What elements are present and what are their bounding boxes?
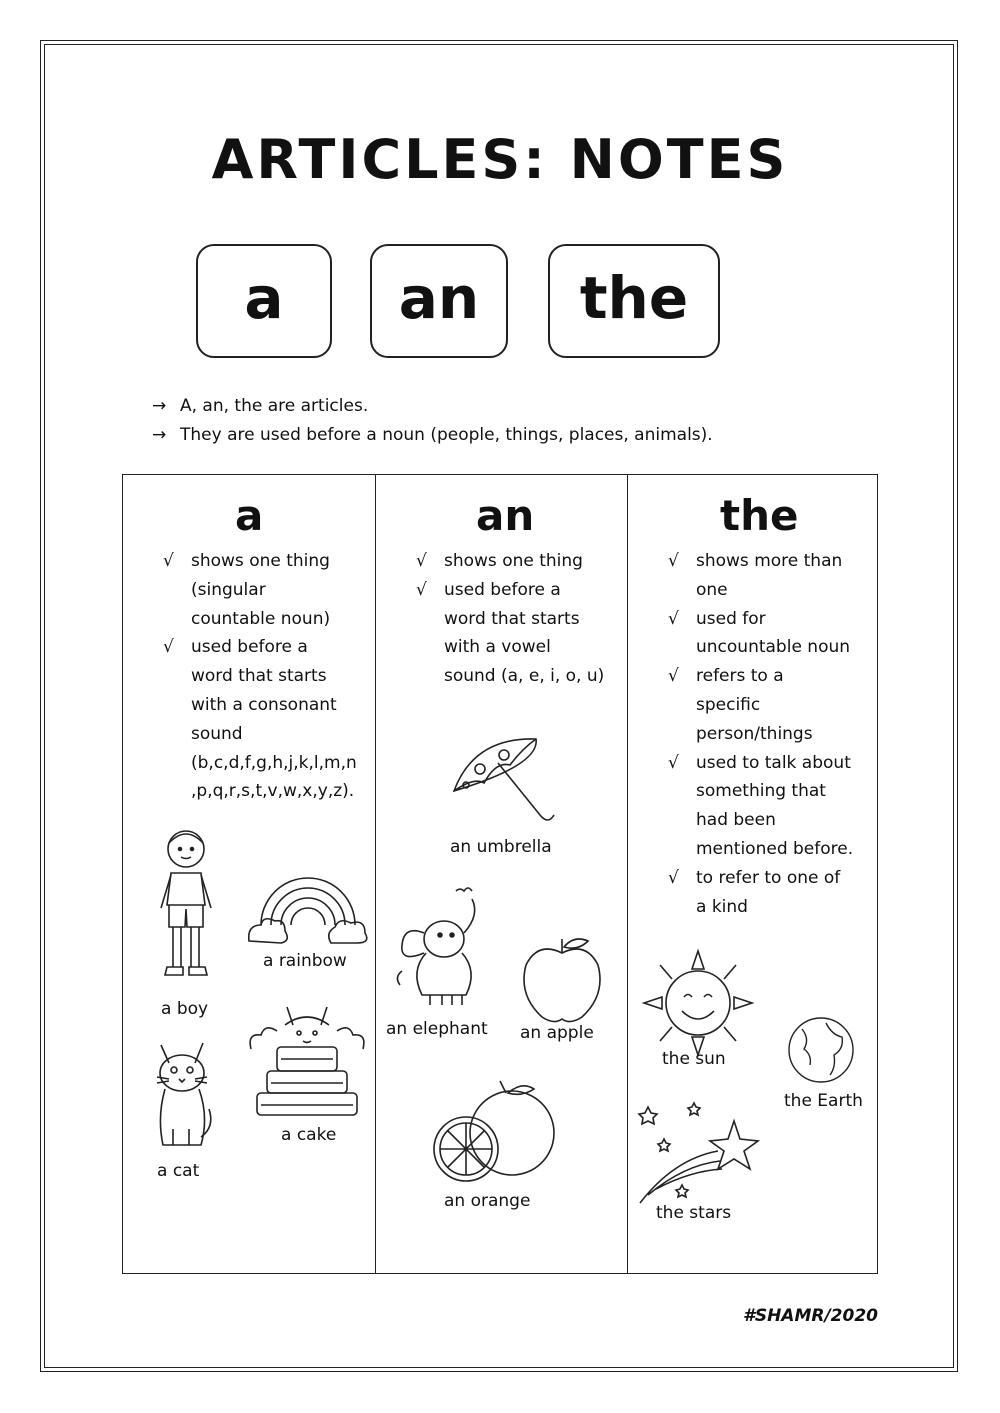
example-caption: a boy: [161, 999, 209, 1019]
column-the: [627, 475, 879, 1273]
note-item: [668, 864, 878, 922]
example-caption: the Earth: [784, 1091, 863, 1111]
note-line: sound (a, e, i, o, u): [444, 666, 605, 687]
note-line: specific: [696, 694, 761, 715]
example-caption: a rainbow: [263, 951, 347, 971]
note-line: mentioned before.: [696, 838, 854, 859]
column-a: [123, 475, 375, 1273]
note-line: something that: [696, 781, 826, 802]
check-icon: √: [163, 551, 174, 571]
umbrella-icon: [444, 731, 562, 831]
check-icon: √: [668, 608, 679, 629]
footer-credit: #SHAMR/2020: [743, 1306, 878, 1326]
note-line: person/things: [696, 723, 813, 744]
article-box-label: a: [244, 264, 284, 332]
example-caption: an orange: [444, 1191, 531, 1211]
note-line: to refer to one of: [696, 867, 841, 888]
note-line: (b,c,d,f,g,h,j,k,l,m,n: [191, 752, 357, 773]
note-item: [416, 576, 626, 691]
note-line: sound: [191, 723, 243, 744]
note-item: [668, 547, 878, 605]
rainbow-icon: [247, 861, 369, 947]
note-line: ,p,q,r,s,t,v,w,x,y,z).: [191, 781, 355, 802]
cake-icon: [243, 1003, 371, 1121]
example-caption: the sun: [662, 1049, 726, 1069]
articles-table: [122, 474, 878, 1274]
article-box-an: [370, 244, 508, 358]
column-notes: [668, 547, 878, 921]
note-item: [668, 749, 878, 864]
article-box-label: the: [579, 264, 689, 332]
note-line: [152, 392, 713, 421]
note-line: refers to a: [696, 666, 784, 687]
note-line: a kind: [696, 896, 748, 917]
note-item: [416, 547, 626, 576]
article-box-a: [196, 244, 332, 358]
elephant-icon: [390, 885, 502, 1011]
check-icon: √: [668, 752, 679, 773]
note-line: with a consonant: [191, 694, 337, 715]
note-item: [668, 662, 878, 748]
note-line: had been: [696, 810, 776, 831]
note-line: shows one thing: [191, 551, 330, 571]
column-an: [375, 475, 627, 1273]
note-line: countable noun): [191, 608, 331, 629]
stars-icon: [634, 1099, 764, 1209]
sun-icon: [638, 947, 758, 1057]
article-box-the: [548, 244, 720, 358]
example-caption: an umbrella: [450, 837, 552, 857]
check-icon: √: [416, 579, 427, 600]
column-header: the: [720, 491, 799, 540]
note-text: A, an, the are articles.: [180, 396, 369, 416]
note-line: shows more than: [696, 551, 843, 571]
note-line: used for: [696, 608, 766, 629]
check-icon: √: [668, 551, 679, 571]
orange-icon: [430, 1079, 560, 1189]
note-line: used to talk about: [696, 752, 851, 773]
check-icon: √: [668, 867, 679, 888]
arrow-icon: →: [152, 396, 167, 416]
check-icon: √: [416, 551, 427, 571]
example-caption: an apple: [520, 1023, 594, 1043]
note-line: used before a: [191, 637, 308, 658]
note-item: [163, 633, 373, 806]
article-box-label: an: [398, 264, 480, 332]
note-line: used before a: [444, 579, 561, 600]
column-notes: [416, 547, 626, 691]
note-item: [668, 605, 878, 663]
note-line: shows one thing: [444, 551, 583, 571]
note-line: word that starts: [444, 608, 580, 629]
earth-icon: [786, 1015, 856, 1085]
column-notes: [163, 547, 373, 806]
note-line: [152, 421, 713, 450]
intro-notes: [152, 392, 713, 450]
example-caption: an elephant: [386, 1019, 488, 1039]
column-header: an: [476, 491, 535, 540]
apple-icon: [518, 935, 606, 1027]
boy-icon: [151, 823, 221, 993]
note-item: [163, 547, 373, 633]
note-line: one: [696, 579, 728, 600]
arrow-icon: →: [152, 425, 167, 445]
note-line: uncountable noun: [696, 637, 851, 658]
check-icon: √: [163, 637, 174, 658]
column-header: a: [235, 491, 264, 540]
note-text: They are used before a noun (people, things, places, animals).: [180, 425, 713, 445]
example-caption: a cake: [281, 1125, 337, 1145]
note-line: word that starts: [191, 666, 327, 687]
check-icon: √: [668, 666, 679, 687]
note-line: (singular: [191, 579, 266, 600]
page-title: ARTICLES: NOTES: [211, 128, 789, 191]
note-line: with a vowel: [444, 637, 551, 658]
cat-icon: [149, 1037, 215, 1157]
example-caption: a cat: [157, 1161, 200, 1181]
example-caption: the stars: [656, 1203, 732, 1223]
